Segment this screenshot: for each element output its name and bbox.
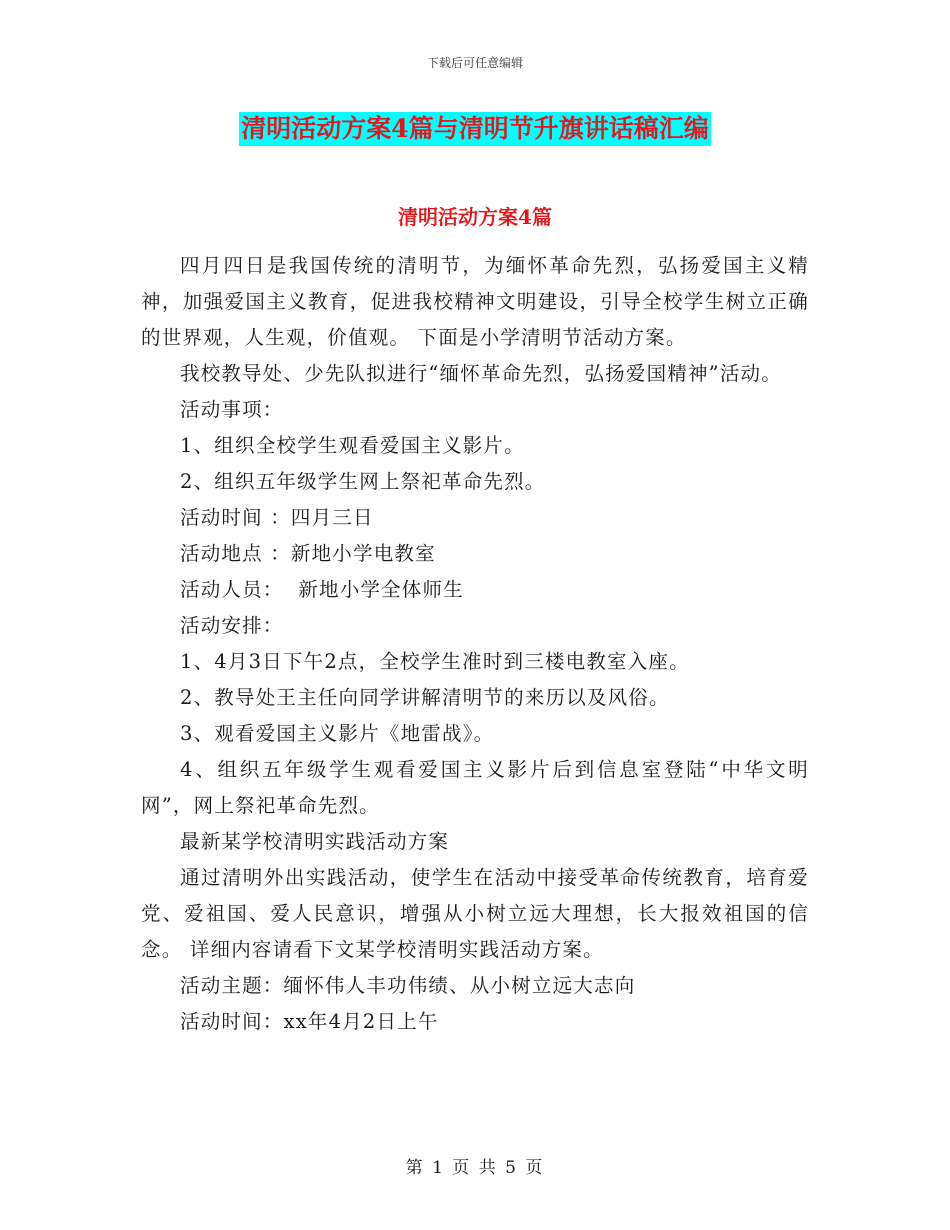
- paragraph: 1、4月3日下午2点，全校学生准时到三楼电教室入座。: [180, 650, 690, 673]
- document-body: [141, 248, 809, 1040]
- paragraph: 1、组织全校学生观看爱国主义影片。: [180, 434, 525, 457]
- paragraph: 活动时间：xx年4月2日上午: [180, 1010, 439, 1033]
- main-title-wrap: [0, 112, 950, 146]
- paragraph: 4、组织五年级学生观看爱国主义影片后到信息室登陆“中华文明网”，网上祭祀革命先烈。: [141, 758, 809, 817]
- paragraph: 活动安排：: [180, 614, 284, 637]
- main-title: 清明活动方案4篇与清明节升旗讲话稿汇编: [239, 112, 710, 146]
- paragraph: 活动时间 ：四月三日: [180, 506, 374, 529]
- paragraph: 活动人员： 新地小学全体师生: [180, 578, 464, 601]
- paragraph: 四月四日是我国传统的清明节，为缅怀革命先烈，弘扬爱国主义精神，加强爱国主义教育，促进我校精神文明建设，引导全校学生树立正确的世界观，人生观，价值观。 下面是小学清明节活动方案。: [141, 254, 809, 349]
- paragraph: 活动主题：缅怀伟人丰功伟绩、从小树立远大志向: [180, 974, 636, 997]
- section-title: 清明活动方案4篇: [398, 205, 552, 229]
- paragraph: 活动地点 ：新地小学电教室: [180, 542, 436, 565]
- paragraph: 2、教导处王主任向同学讲解清明节的来历以及风俗。: [180, 686, 670, 709]
- paragraph: 2、组织五年级学生网上祭祀革命先烈。: [180, 470, 546, 493]
- paragraph: 最新某学校清明实践活动方案: [180, 830, 450, 853]
- paragraph: 我校教导处、少先队拟进行“缅怀革命先烈，弘扬爱国精神”活动。: [180, 362, 782, 385]
- page-footer: 第 1 页 共 5 页: [405, 1158, 545, 1178]
- header-note: 下载后可任意编辑: [426, 56, 523, 70]
- paragraph: 通过清明外出实践活动，使学生在活动中接受革命传统教育，培育爱党、爱祖国、爱人民意识，增强从小树立远大理想，长大报效祖国的信念。 详细内容请看下文某学校清明实践活动方案。: [141, 866, 809, 961]
- paragraph: 3、观看爱国主义影片《地雷战》。: [180, 722, 495, 745]
- paragraph: 活动事项：: [180, 398, 284, 421]
